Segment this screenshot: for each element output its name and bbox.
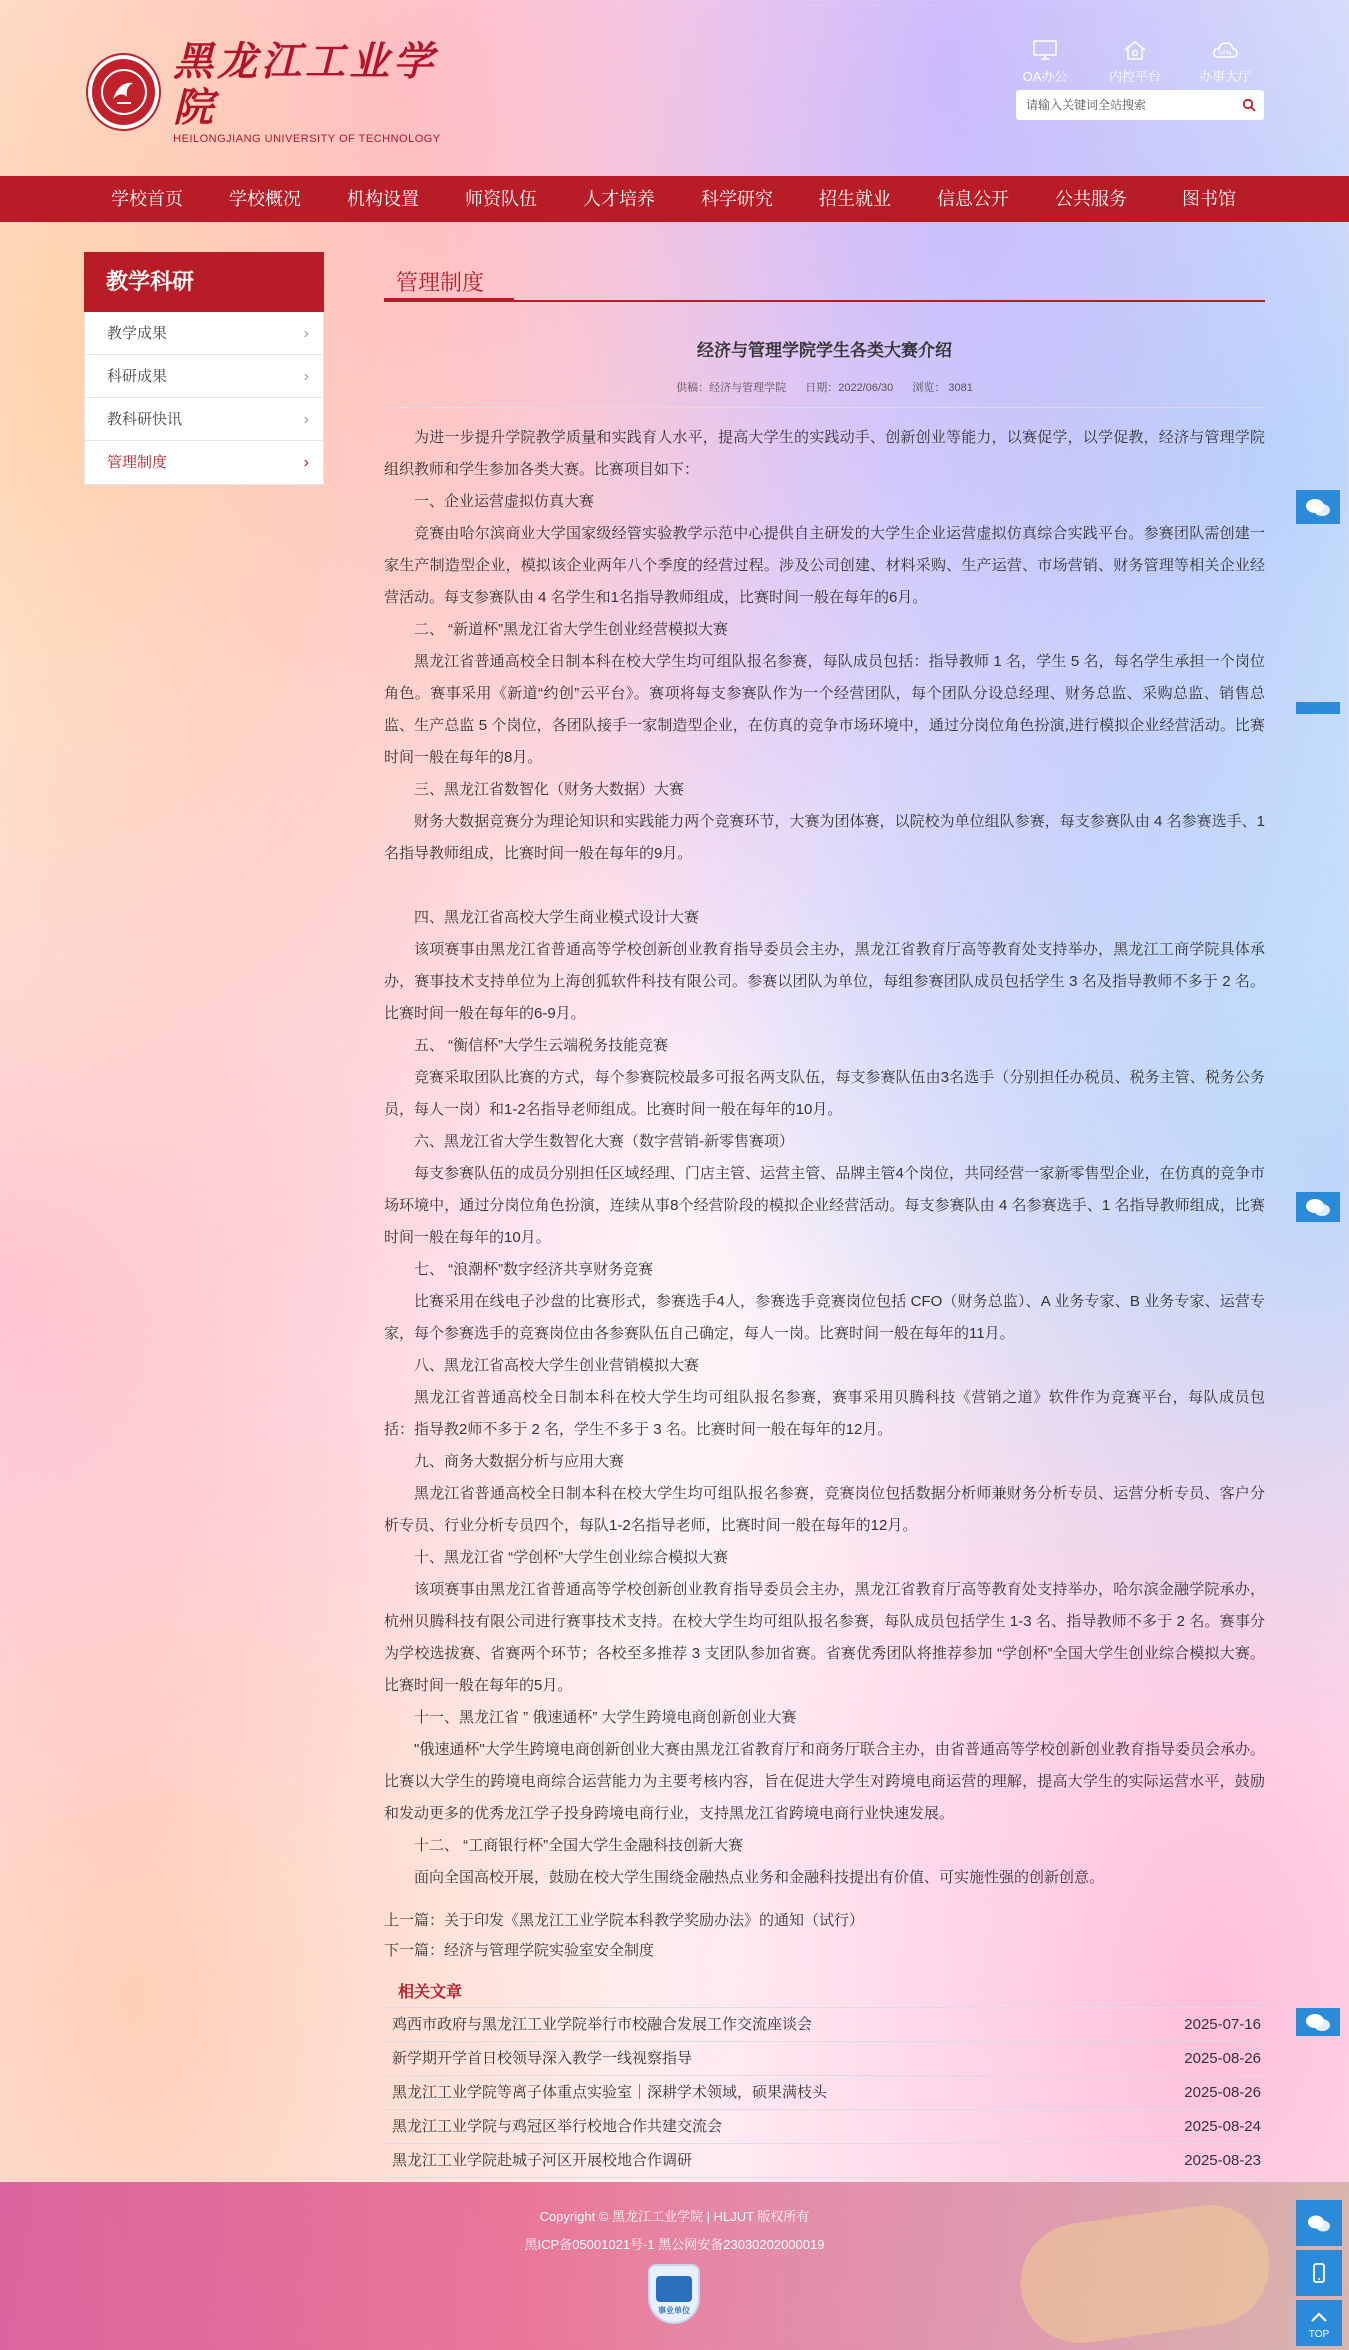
sidebar-item-research-news[interactable] [85,398,323,441]
related-article-title: 新学期开学首日校领导深入教学一线视察指导 [392,2050,693,2067]
quick-links [1005,38,1265,88]
sidebar-item-label: 管理制度 [107,454,168,471]
float-tab-strip[interactable] [1296,702,1340,714]
related-article-row[interactable] [384,2110,1265,2144]
related-article-row[interactable] [384,2008,1265,2042]
sidebar-item-label: 教科研快讯 [107,411,183,428]
wechat-float-tab[interactable] [1296,2008,1340,2036]
article-paragraph: 六、黑龙江省大学生数智化大赛（数字营销-新零售赛项） [414,1133,794,1150]
quick-link-label: OA办公 [1022,69,1068,84]
article-paragraph: 竞赛由哈尔滨商业大学国家级经管实验教学示范中心提供自主研发的大学生企业运营虚拟仿真综合实践平台。参赛团队需创建一家生产制造型企业，模拟该企业两年八个季度的经营过程。涉及公司创建、材料采购、生产运营、市场营销、财务管理等相关企业经营活动。每支参赛队由 4 名学生和1名指导教师组成，比赛时间一般在每年的6月。 [384,525,1265,606]
article-paragraph: 八、黑龙江省高校大学生创业营销模拟大赛 [414,1357,700,1374]
sidebar-item-management-rules[interactable] [85,441,323,484]
chevron-right-icon: › [303,454,309,471]
nav-item-library[interactable]: 图书馆 [1182,189,1236,209]
article-paragraph: 五、 “衡信杯”大学生云端税务技能竞赛 [414,1037,669,1054]
logo-english-name: HEILONGJIANG UNIVERSITY OF TECHNOLOGY [173,133,441,145]
section-header [384,262,1265,302]
quick-link-label: 内控平台 [1108,69,1161,84]
related-article-date: 2025-08-23 [1184,2152,1261,2169]
nav-item-overview[interactable]: 学校概况 [229,189,301,209]
wechat-icon [1304,1196,1332,1218]
sidebar-item-label: 教学成果 [107,325,168,342]
mobile-button[interactable] [1296,2250,1342,2296]
wechat-icon [1304,496,1332,518]
related-article-row[interactable] [384,2076,1265,2110]
quick-link-label: 办事大厅 [1198,69,1251,84]
sidebar-item-teaching-results[interactable] [85,312,323,355]
float-toolbar [1296,2200,1342,2350]
sidebar-list [84,312,324,485]
wechat-button[interactable] [1296,2200,1342,2246]
article-paragraph [384,870,1265,902]
wechat-icon [1304,2011,1332,2033]
next-article-link[interactable]: 下一篇：经济与管理学院实验室安全制度 [384,1942,655,1959]
school-seal-icon [88,55,159,129]
article-paragraph: 该项赛事由黑龙江省普通高等学校创新创业教育指导委员会主办，黑龙江省教育厅高等教育处支持举办，哈尔滨金融学院承办，杭州贝腾科技有限公司进行赛事技术支持。在校大学生均可组队报名参赛，每队成员包括学生 1-3 名、指导教师不多于 2 名。赛事分为学校选拔赛、省赛两个环节；各校至多推荐 3 支团队参加省赛。省赛优秀团队将推荐参加 “学创杯”全国大学生创业综合模拟大赛。比赛时间一般在每年的5月。 [384,1581,1265,1694]
article-paragraph: 黑龙江省普通高校全日制本科在校大学生均可组队报名参赛，每队成员包括：指导教师 1 名，学生 5 名，每名学生承担一个岗位角色。赛事采用《新道“约创”云平台》。赛项将每支参赛队作为一个经营团队，每个团队分设总经理、财务总监、采购总监、销售总监、生产总监 5 个岗位，各团队接手一家制造型企业，在仿真的竞争市场环境中，通过分岗位角色扮演,进行模拟企业经营活动。比赛时间一般在每年的8月。 [384,653,1265,766]
svg-text:VPN: VPN [1218,50,1232,57]
site-search [1016,90,1264,120]
footer-copyright: Copyright © 黑龙江工业学院 | HLJUT 版权所有 [539,2209,810,2224]
badge-text: 事业单位 [658,2306,690,2315]
badge-emblem-icon [656,2276,692,2302]
school-logo[interactable] [88,38,468,145]
article-paragraph: 竞赛采取团队比赛的方式，每个参赛院校最多可报名两支队伍，每支参赛队伍由3名选手（分别担任办税员、税务主管、税务公务员，每人一岗）和1-2名指导老师组成。比赛时间一般在每年的10月。 [384,1069,1265,1118]
search-button[interactable] [1234,90,1264,120]
house-icon [1120,38,1150,62]
prev-article-link[interactable]: 上一篇：关于印发《黑龙江工业学院本科教学奖励办法》的通知（试行） [384,1912,865,1929]
article-paragraph: 该项赛事由黑龙江省普通高等学校创新创业教育指导委员会主办，黑龙江省教育厅高等教育处支持举办，黑龙江工商学院具体承办，赛事技术支持单位为上海创狐软件科技有限公司。参赛以团队为单位，每组参赛团队成员包括学生 3 名及指导教师不多于 2 名。比赛时间一般在每年的6-9月。 [384,941,1265,1022]
article-paragraph: "俄速通杯"大学生跨境电商创新创业大赛由黑龙江省教育厅和商务厅联合主办，由省普通高等学校创新创业教育指导委员会承办。比赛以大学生的跨境电商综合运营能力为主要考核内容，旨在促进大学生对跨境电商运营的理解，提高大学生的实际运营水平，鼓励和发动更多的优秀龙江学子投身跨境电商行业，支持黑龙江省跨境电商行业快速发展。 [384,1741,1265,1822]
nav-item-public-service[interactable]: 公共服务 [1055,189,1127,209]
related-article-title: 黑龙江工业学院等离子体重点实验室｜深耕学术领域，硕果满枝头 [392,2084,828,2101]
related-article-row[interactable] [384,2042,1265,2076]
section-title: 管理制度 [396,271,485,296]
nav-item-home[interactable]: 学校首页 [111,189,183,209]
article-paragraph: 三、黑龙江省数智化（财务大数据）大赛 [414,781,685,798]
article-paragraph: 九、商务大数据分析与应用大赛 [414,1453,625,1470]
related-article-row[interactable] [384,2144,1265,2178]
back-to-top-button[interactable] [1296,2300,1342,2346]
main-nav [0,176,1349,222]
nav-item-research[interactable]: 科学研究 [701,189,773,209]
article-paragraph: 一、企业运营虚拟仿真大赛 [414,493,595,510]
mobile-phone-icon [1306,2262,1332,2284]
related-article-date: 2025-08-24 [1184,2118,1261,2135]
chevron-right-icon: › [303,368,309,385]
article-views: 浏览： 3081 [912,382,973,394]
article-paragraph: 十二、 “工商银行杯”全国大学生金融科技创新大赛 [414,1837,744,1854]
article-paragraph: 七、 “浪潮杯”数字经济共享财务竞赛 [414,1261,654,1278]
vpn-cloud-icon [1210,38,1240,62]
logo-chinese-name: 黑龙江工业学院 [173,38,438,131]
article-paragraph: 为进一步提升学院教学质量和实践育人水平，提高大学生的实践动手、创新创业等能力，以赛促学，以学促教，经济与管理学院组织教师和学生参加各类大赛。比赛项目如下： [384,429,1265,478]
article-paragraph: 黑龙江省普通高校全日制本科在校大学生均可组队报名参赛，竞赛岗位包括数据分析师兼财务分析专员、运营分析专员、客户分析专员、行业分析专员四个，每队1-2名指导老师，比赛时间一般在每年的12月。 [384,1485,1265,1534]
nav-item-disclosure[interactable]: 信息公开 [937,189,1009,209]
article-paragraph: 十一、黑龙江省 ” 俄速通杯” 大学生跨境电商创新创业大赛 [414,1709,797,1726]
prev-next-links [384,1906,1265,1966]
related-article-date: 2025-07-16 [1184,2016,1261,2033]
monitor-icon [1030,38,1060,62]
search-icon [1242,98,1256,112]
wechat-float-tab[interactable] [1296,490,1340,524]
nav-item-admission[interactable]: 招生就业 [819,189,891,209]
chevron-right-icon: › [303,411,309,428]
related-articles [384,1978,1265,2178]
quick-link-internal-control[interactable] [1095,38,1175,88]
quick-link-service-hall[interactable] [1185,38,1265,88]
article-paragraph: 面向全国高校开展，鼓励在校大学生围绕金融热点业务和金融科技提出有价值、可实施性强的创新创意。 [414,1869,1105,1886]
nav-item-education[interactable]: 人才培养 [583,189,655,209]
article-paragraph: 二、 “新道杯”黑龙江省大学生创业经营模拟大赛 [414,621,729,638]
site-footer [0,2182,1349,2350]
related-article-title: 鸡西市政府与黑龙江工业学院举行市校融合发展工作交流座谈会 [392,2016,813,2033]
sidebar [84,252,324,485]
related-article-title: 黑龙江工业学院与鸡冠区举行校地合作共建交流会 [392,2118,723,2135]
article-title: 经济与管理学院学生各类大赛介绍 [697,341,952,360]
article-body [384,422,1265,1894]
related-article-date: 2025-08-26 [1184,2084,1261,2101]
chevron-right-icon: › [303,325,309,342]
public-institution-badge[interactable] [648,2264,700,2324]
arrow-up-icon [1306,2307,1332,2329]
article-paragraph: 四、黑龙江省高校大学生商业模式设计大赛 [414,909,700,926]
sidebar-title: 教学科研 [84,252,324,312]
quick-link-oa[interactable] [1005,38,1085,88]
search-input[interactable] [1016,91,1234,119]
wechat-icon [1306,2212,1332,2234]
article-paragraph: 黑龙江省普通高校全日制本科在校大学生均可组队报名参赛，赛事采用贝腾科技《营销之道》软件作为竞赛平台，每队成员包括：指导教2师不多于 2 名，学生不多于 3 名。比赛时间一般在每年的12月。 [384,1389,1265,1438]
article-meta [384,379,1265,395]
site-header [0,0,1349,176]
nav-item-faculty[interactable]: 师资队伍 [465,189,537,209]
top-label: TOP [1308,2328,1330,2340]
related-article-title: 黑龙江工业学院赴城子河区开展校地合作调研 [392,2152,693,2169]
nav-item-organization[interactable]: 机构设置 [347,189,419,209]
related-article-date: 2025-08-26 [1184,2050,1261,2067]
related-title: 相关文章 [384,1978,1265,2008]
wechat-float-tab[interactable] [1296,1192,1340,1222]
article-paragraph: 比赛采用在线电子沙盘的比赛形式，参赛选手4人，参赛选手竞赛岗位包括 CFO（财务总监）、A 业务专家、B 业务专家、运营专家，每个参赛选手的竞赛岗位由各参赛队伍自己确定，每人一岗。比赛时间一般在每年的11月。 [384,1293,1265,1342]
sidebar-item-research-results[interactable] [85,355,323,398]
sidebar-item-label: 科研成果 [107,368,168,385]
article-date: 日期：2022/06/30 [805,382,894,394]
article-paragraph: 财务大数据竞赛分为理论知识和实践能力两个竞赛环节，大赛为团体赛，以院校为单位组队参赛，每支参赛队由 4 名参赛选手、1 名指导教师组成，比赛时间一般在每年的9月。 [384,813,1265,862]
main-content [384,262,1265,2178]
footer-icp[interactable]: 黑ICP备05001021号-1 黑公网安备23030202000019 [524,2237,825,2252]
divider [384,407,1265,408]
article-source: 供稿：经济与管理学院 [676,382,787,394]
article-paragraph: 十、黑龙江省 “学创杯”大学生创业综合模拟大赛 [414,1549,729,1566]
article-paragraph: 每支参赛队伍的成员分别担任区域经理、门店主管、运营主管、品牌主管4个岗位，共同经营一家新零售型企业，在仿真的竞争市场环境中，通过分岗位角色扮演，连续从事8个经营阶段的模拟企业经营活动。每支参赛队由 4 名参赛选手、1 名指导教师组成，比赛时间一般在每年的10月。 [384,1165,1265,1246]
